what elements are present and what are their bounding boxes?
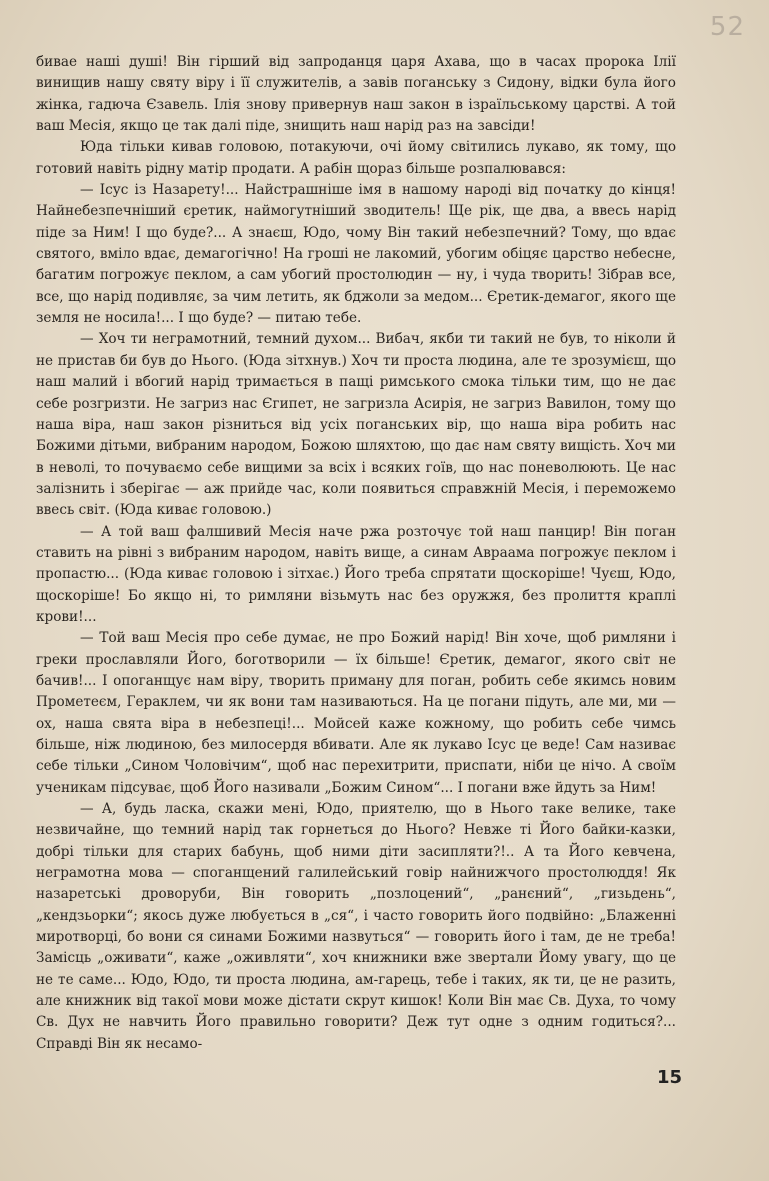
paragraph: бивае наші душі! Він гірший від запроданця царя Ахава, що в часах пророка Ілії винищив нашу святу віру і її служителів, а завів поганську з Сидону, відки була його жінка, гадюча Єзавель. Ілія знову привернув наш закон в ізраїльському царстві. А той ваш Месія, якщо це так далі піде, знищить наш нарід раз на завсіди!: [36, 54, 676, 135]
paragraph: — А той ваш фалшивий Месія наче ржа розточує той наш панцир! Він поган ставить на рівні з вибраним народом, навіть вище, а синам Авраама погрожує пеклом і пропастю... (Юда киває головою і зітхає.) Його треба спрятати щоскоріше! Чуєш, Юдо, щоскоріше! Бо якщо ні, то римляни візьмуть нас без оружжя, без пролиття краплі крови!...: [36, 523, 676, 625]
paragraph: — Хоч ти неграмотний, темний духом... Вибач, якби ти такий не був, то ніколи й не пристав би був до Нього. (Юда зітхнув.) Хоч ти проста людина, але те зрозумієш, що наш малий і вбогий нарід тримається в пащі римського смока тільки тим, що не дає себе розгризти. Не загриз нас Єгипет, не загризла Асирія, не загриз Вавилон, тому що наша віра, наш закон різниться від усіх поганських вір, що наша віра робить нас Божими дітьми, вибраним народом, Божою шляхтою, що дає нам святу вищість. Хоч ми в неволі, то почуваємо себе вищими за всіх і всяких гоїв, що нас поневолюють. Це нас залізнить і зберігає — аж прийде час, коли появиться справжній Месія, і переможемо ввесь світ. (Юда киває головою.): [36, 331, 676, 519]
paragraph: Юда тільки кивав головою, потакуючи, очі йому світились лукаво, як тому, що готовий навіть рідну матір продати. А рабін щораз більше розпалювався:: [36, 139, 676, 177]
paragraph: — Той ваш Месія про себе думає, не про Божий нарід! Він хоче, щоб римляни і греки прославляли Його, боготворили — їх більше! Єретик, демагог, якого світ не бачив!... І опоганщує нам віру, творить приману для поган, робить себе якимсь новим Прометеєм, Гераклем, чи як вони там називаються. На це погани підуть, але ми, ми — ох, наша свята віра в небезпеці!... Мойсей каже кожному, що робить себе чимсь більше, ніж людиною, без милосердя вбивати. Але як лукаво Ісус це веде! Сам називає себе тільки „Сином Чоловічим“, щоб нас перехитрити, приспати, ніби це нічо. А своїм ученикам підсуває, щоб Його називали „Божим Сином“... І погани вже йдуть за Ним!: [36, 630, 676, 796]
body-text: [36, 52, 676, 1055]
paragraph: — Ісус із Назарету!... Найстрашніше імя в нашому народі від початку до кінця! Найнебезпечніший єретик, наймогутніший зводитель! Ще рік, ще два, а ввесь нарід піде за Ним! І що буде?... А знаєш, Юдо, чому Він такий небезпечний? Тому, що вдає святого, вміло вдає, демагогічно! На гроші не лакомий, убогим обіцяє царство небесне, багатим погрожує пеклом, а сам убогий простолюдин — ну, і чуда творить! Зібрав все, все, що нарід подивляє, за чим летить, як бджоли за медом... Єретик-демагог, якого ще земля не носила!... І що буде? — питаю тебе.: [36, 182, 676, 327]
paragraph: — А, будь ласка, скажи мені, Юдо, приятелю, що в Нього таке велике, таке незвичайне, що темний нарід так горнеться до Нього? Невже ті Його байки-казки, добрі тільки для старих бабунь, щоб ними діти засипляти?!.. А та Його кевчена, неграмотна мова — споганщений галилейський говір найнижчого простолюддя! Як назаретські дроворуби, Він говорить „позлоцений“, „ранєний“, „гизьдень“, „кендзьорки“; якось дуже любується в „ся“, і часто говорить його подвійно: „Блаженні миротворці, бо вони ся синами Божими назвуться“ — говорить його і там, де не треба! Замісць „оживати“, каже „оживляти“, хоч книжники вже звертали Йому увагу, що це не те саме... Юдо, Юдо, ти проста людина, ам-гарець, тебе і таких, як ти, це не разить, але книжник від такої мови може дістати скрут кишок! Коли Він має Св. Духа, то чому Св. Дух не навчить Його правильно говорити? Деж тут одне з одним годиться?... Справді Він як несамо-: [36, 801, 676, 1052]
page-number: 15: [657, 1067, 683, 1088]
handwritten-folio-number: 52: [709, 12, 745, 42]
